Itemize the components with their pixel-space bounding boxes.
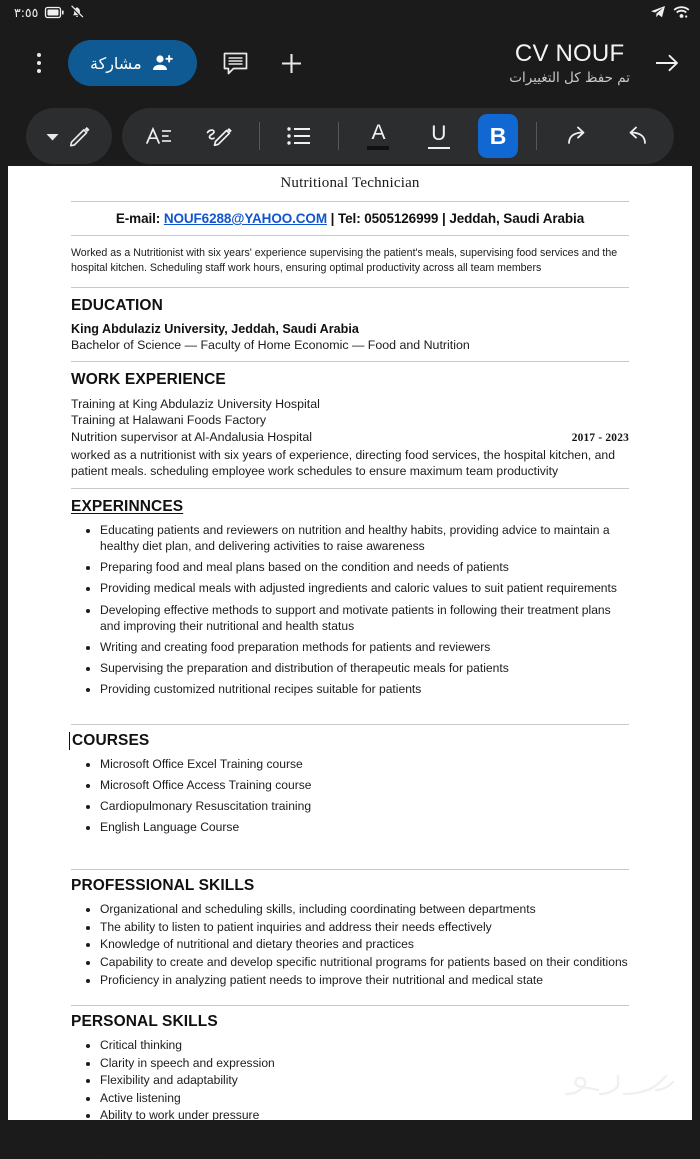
section-heading-experiences: EXPERINNCES [71,498,184,516]
list-item: English Language Course [71,819,629,835]
edit-pen-button[interactable] [26,108,112,164]
underline-bar [428,147,450,149]
document-scroll-area[interactable] [0,166,700,1158]
add-button[interactable] [269,40,315,86]
document-page[interactable] [8,166,692,1158]
redo-button[interactable] [556,114,598,158]
plus-icon [278,50,305,77]
section-heading-courses: COURSES [69,732,629,750]
list-item: Determination to achieve results [71,1143,629,1159]
divider-personal-skills [71,1005,629,1006]
app-bar-left [22,40,315,86]
personal-skills-list [71,1037,629,1159]
section-heading-work-experience: WORK EXPERIENCE [71,370,226,388]
work-line-3: Nutrition supervisor at Al-Andalusia Hospital [71,429,313,444]
email-label: E-mail: [115,211,161,226]
list-item: Providing medical meals with adjusted ingredients and caloric values to suit patient requirements [71,580,629,596]
list-item: Organizational and scheduling skills, including coordinating between departments [71,901,629,917]
more-options-button[interactable] [22,42,56,84]
status-bar-left [14,5,84,20]
divider-courses [71,724,629,725]
document-title-block[interactable] [509,40,630,86]
highlighter-pen-icon [204,124,234,149]
kebab-dot-2 [37,61,41,65]
list-item: Supervising the preparation and distribution of therapeutic meals for patients [71,660,629,676]
text-color-button[interactable] [357,114,399,158]
format-controls-pill [122,108,674,164]
list-item: Knowledge of nutritional and dietary theories and practices [71,936,629,952]
status-bar-right [650,5,690,19]
bulleted-list-button[interactable] [278,114,320,158]
list-item: Proficiency in analyzing patient needs to improve their nutritional and medical state [71,972,629,988]
text-color-swatch [367,146,389,150]
forward-button[interactable] [648,44,686,82]
list-item: Providing customized nutritional recipes suitable for patients [71,681,629,697]
bold-letter: B [489,122,507,149]
kebab-dot-3 [37,69,41,73]
section-heading-professional-skills: PROFESSIONAL SKILLS [71,877,255,895]
text-color-stack [367,122,389,150]
pencil-icon [67,123,93,149]
work-experience-paragraph: worked as a nutritionist with six years of experience, directing food services, the hospital kitchen, and patient meals. scheduling employee work schedules to ensure maximum team productivity [71,447,615,479]
app-bar-right [509,40,686,86]
document-title: CV NOUF [514,39,625,67]
job-title: Nutritional Technician [280,175,420,191]
list-item: Developing effective methods to support and motivate patients in following their treatment plans and improving their nutritional and health status [71,602,629,634]
contact-separator-1: | [330,211,335,226]
email-link[interactable]: NOUF6288@YAHOO.COM [163,211,327,226]
list-item: Writing and creating food preparation methods for patients and reviewers [71,639,629,655]
app-bar [0,24,700,102]
bold-button[interactable] [478,114,518,158]
list-item: Critical thinking [71,1037,629,1053]
undo-button[interactable] [616,114,658,158]
save-status-text: تم حفظ كل التغييرات [509,69,630,86]
list-item: Preparing food and meal plans based on the condition and needs of patients [71,559,629,575]
section-heading-personal-skills: PERSONAL SKILLS [71,1013,218,1031]
professional-skills-list [71,901,629,987]
highlighter-button[interactable] [198,114,240,158]
spacer-before-personal [71,989,629,998]
toolbar-divider-2 [338,122,339,150]
work-line-3-row [71,429,629,446]
list-item: The ability to listen to patient inquiries and address their needs effectively [71,919,629,935]
format-toolbar [0,106,700,166]
share-button[interactable] [68,40,197,86]
profile-summary: Worked as a Nutritionist with six years' experience supervising the patient's meals, supervising food services and the hospital kitchen. Scheduling staff work hours, ensuring optimal productivity across all team members [71,247,618,274]
location: Jeddah, Saudi Arabia [449,211,585,226]
divider-education [71,287,629,288]
telegram-icon [650,5,666,19]
underline-stack [428,123,450,149]
underline-button[interactable] [418,114,460,158]
divider-contact [71,235,629,236]
work-experience-lines [71,396,629,446]
list-item: Microsoft Office Access Training course [71,777,629,793]
status-bar [0,0,700,24]
battery-icon [44,6,64,19]
experiences-list [71,522,629,697]
arrow-right-icon [653,52,681,74]
text-style-button[interactable] [138,114,180,158]
list-item: Ability to work under pressure [71,1107,629,1123]
toolbar-divider-1 [259,122,260,150]
divider-top [71,201,629,202]
divider-work [71,361,629,362]
list-item: Microsoft Office Excel Training course [71,756,629,772]
bulleted-list-icon [286,125,312,147]
divider-professional-skills [71,869,629,870]
spacer-before-professional [71,840,629,862]
divider-experiences [71,488,629,489]
list-item: Precision and attention to detail [71,1125,629,1141]
share-button-label: مشاركة [90,53,142,73]
toolbar-divider-3 [536,122,537,150]
work-line-1: Training at King Abdulaziz University Hospital [71,396,320,411]
undo-icon [624,124,650,148]
text-style-icon [145,124,173,148]
redo-icon [564,124,590,148]
underline-letter: U [431,122,447,145]
work-line-2: Training at Halawani Foods Factory [71,413,267,428]
education-degree: Bachelor of Science — Faculty of Home Economic — Food and Nutrition [71,337,470,352]
contact-separator-2: | [441,211,446,226]
status-clock: ٣:٥٥ [14,4,39,20]
notifications-off-icon [70,5,84,19]
list-item: Cardiopulmonary Resuscitation training [71,798,629,814]
list-item: Active listening [71,1090,629,1106]
text-color-letter: A [371,121,386,144]
section-heading-education: EDUCATION [71,296,163,314]
chevron-down-icon [45,131,60,142]
list-item: Capability to create and develop specific nutritional programs for patients based on their conditions [71,954,629,970]
spacer-before-courses [71,702,629,717]
wifi-icon [673,5,690,19]
comment-icon [222,50,249,77]
courses-list [71,756,629,835]
telephone: Tel: 0505126999 [337,211,439,226]
list-item: Clarity in speech and expression [71,1055,629,1071]
contact-line [71,211,629,226]
kebab-dot-1 [37,53,41,57]
list-item: Flexibility and adaptability [71,1072,629,1088]
list-item: Educating patients and reviewers on nutrition and healthy habits, providing advice to maintain a healthy diet plan, and delivering activities to raise awareness [71,522,629,554]
comment-button[interactable] [213,40,259,86]
education-school: King Abdulaziz University, Jeddah, Saudi Arabia [71,321,359,336]
work-years: 2017 - 2023 [571,431,629,444]
person-add-icon [151,53,175,73]
